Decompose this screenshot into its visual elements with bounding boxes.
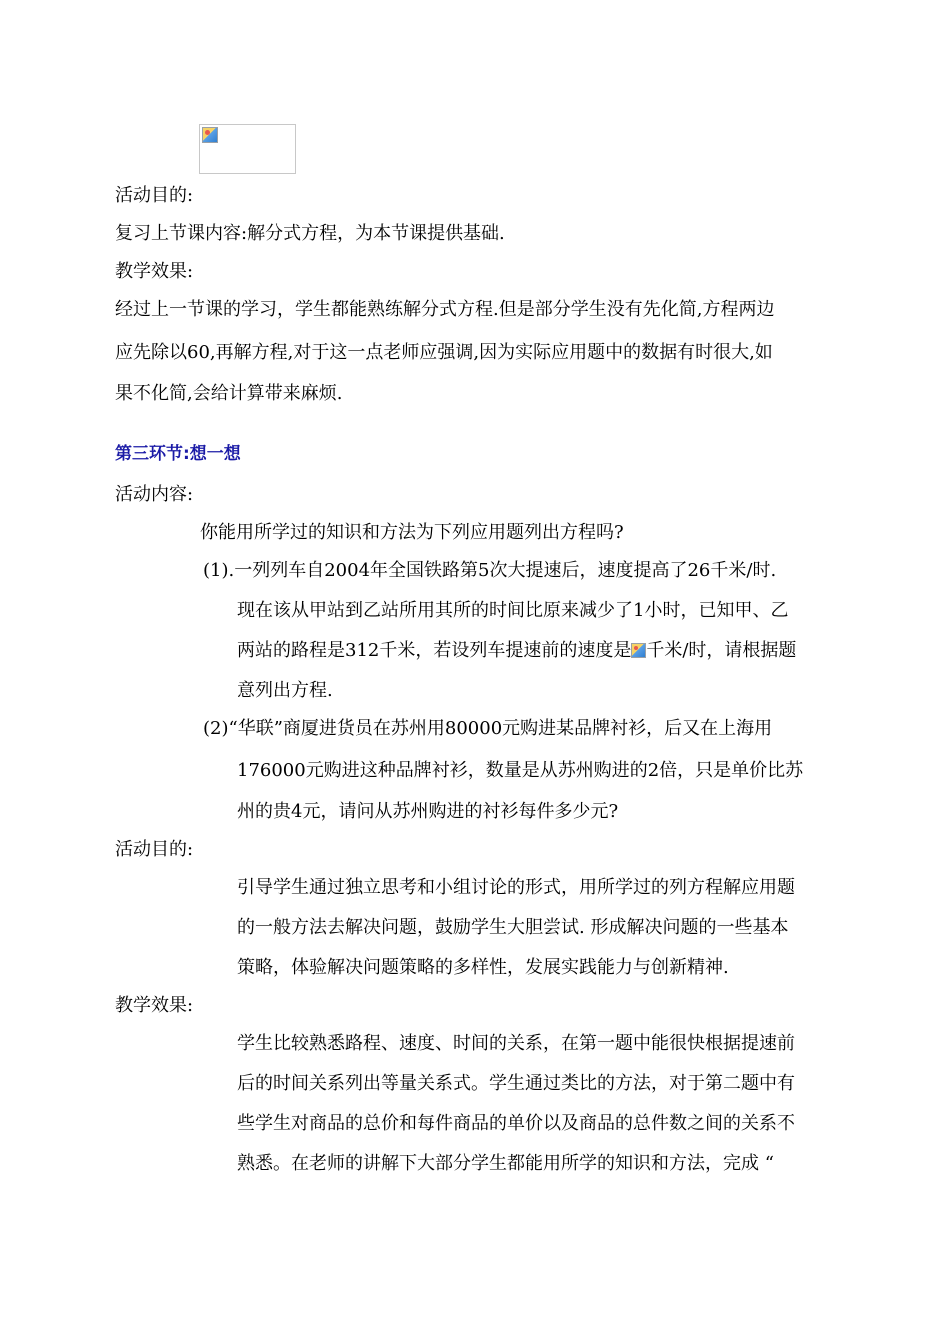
content-intro: 你能用所学过的知识和方法为下列应用题列出方程吗? — [200, 522, 624, 543]
goal-2-line-1: 引导学生通过独立思考和小组讨论的形式，用所学过的列方程解应用题 — [237, 877, 795, 898]
effect-1-line-1: 经过上一节课的学习，学生都能熟练解分式方程.但是部分学生没有先化简,方程两边 — [115, 299, 775, 320]
problem-2-line-2: 176000元购进这种品牌衬衫，数量是从苏州购进的2倍，只是单价比苏 — [237, 760, 804, 781]
problem-2-line-1: (2)“华联”商厦进货员在苏州用80000元购进某品牌衬衫，后又在上海用 — [203, 718, 773, 739]
problem-2-line-3: 州的贵4元，请问从苏州购进的衬衫每件多少元? — [237, 801, 619, 822]
effect-2-line-2: 后的时间关系列出等量关系式。学生通过类比的方法，对于第二题中有 — [237, 1073, 795, 1094]
problem-1-line-3 — [237, 639, 796, 663]
label-teaching-effect-2: 教学效果: — [115, 995, 194, 1016]
problem-1-line-3-before: 两站的路程是312千米，若设列车提速前的速度是 — [237, 640, 632, 661]
problem-1-line-4: 意列出方程. — [237, 680, 333, 701]
broken-image-frame — [199, 124, 296, 174]
effect-2-line-3: 些学生对商品的总价和每件商品的单价以及商品的总件数之间的关系不 — [237, 1113, 795, 1134]
section-3-heading: 第三环节:想一想 — [115, 444, 241, 464]
goal-2-line-2: 的一般方法去解决问题，鼓励学生大胆尝试. 形成解决问题的一些基本 — [237, 917, 789, 938]
effect-2-line-1: 学生比较熟悉路程、速度、时间的关系，在第一题中能很快根据提速前 — [237, 1033, 795, 1054]
problem-1-line-1: (1).一列列车自2004年全国铁路第5次大提速后，速度提高了26千米/时. — [203, 560, 777, 581]
problem-1-line-2: 现在该从甲站到乙站所用其所的时间比原来减少了1小时，已知甲、乙 — [237, 600, 789, 621]
label-teaching-effect-1: 教学效果: — [115, 261, 194, 282]
label-activity-goal-1: 活动目的: — [115, 185, 194, 206]
effect-1-line-2: 应先除以60,再解方程,对于这一点老师应强调,因为实际应用题中的数据有时很大,如 — [115, 342, 773, 363]
broken-image-icon — [631, 643, 646, 658]
goal-2-line-3: 策略，体验解决问题策略的多样性，发展实践能力与创新精神. — [237, 957, 729, 978]
label-activity-content: 活动内容: — [115, 484, 194, 505]
problem-1-line-3-after: 千米/时，请根据题 — [646, 640, 797, 661]
broken-image-icon — [202, 127, 218, 143]
goal-1-text: 复习上节课内容:解分式方程，为本节课提供基础. — [115, 223, 505, 244]
effect-2-line-4: 熟悉。在老师的讲解下大部分学生都能用所学的知识和方法，完成 “ — [237, 1153, 774, 1174]
label-activity-goal-2: 活动目的: — [115, 839, 194, 860]
effect-1-line-3: 果不化简,会给计算带来麻烦. — [115, 383, 343, 404]
